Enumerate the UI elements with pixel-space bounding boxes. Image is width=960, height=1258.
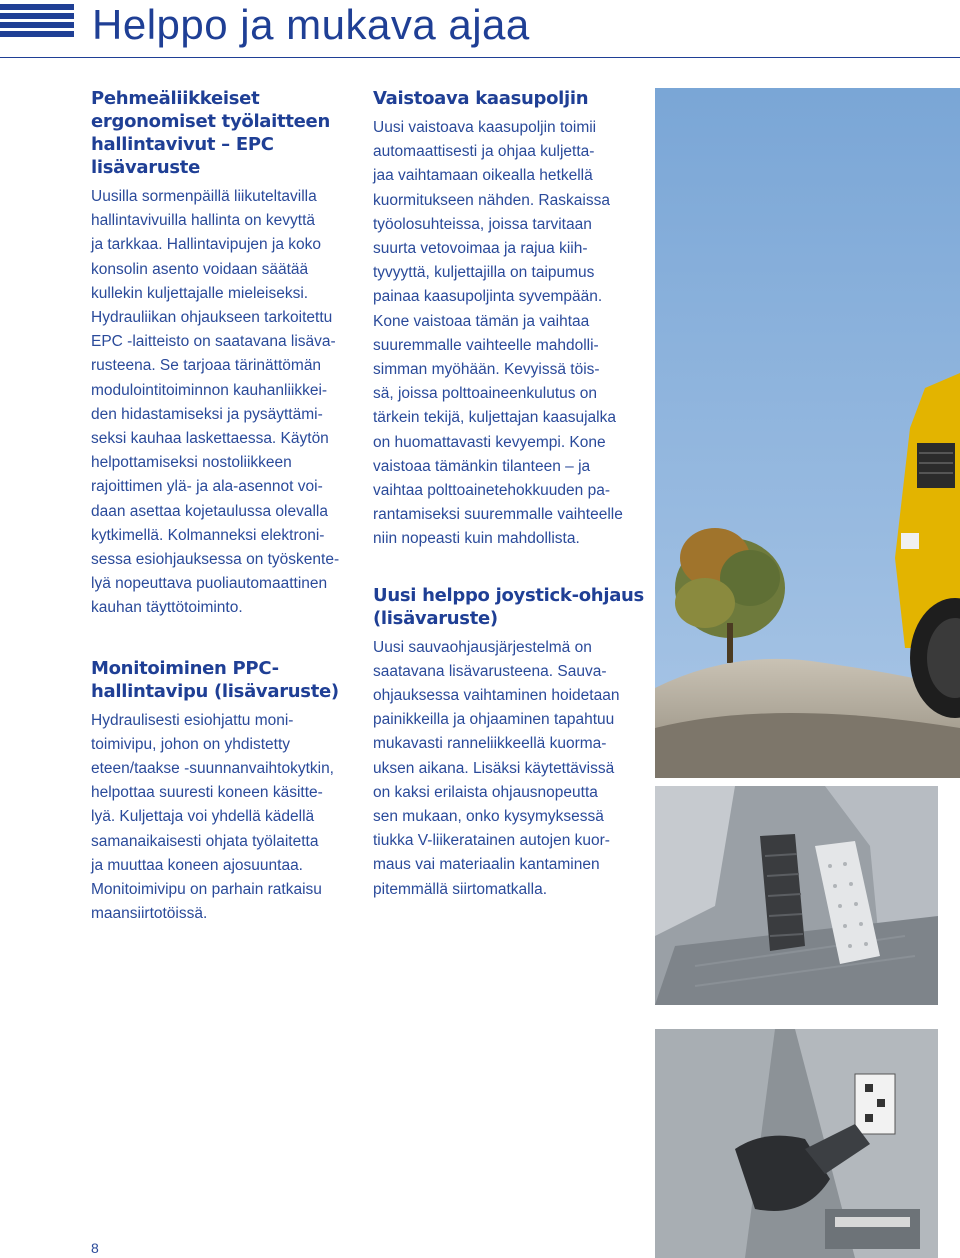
- ppc-body: Hydraulisesti esiohjattu moni- toimivipu, johon on yhdistetty eteen/taakse -suunnanvaihtokytkin, helpottaa suuresti koneen käsitte- lyä. Kuljettaja voi yhdellä kädellä samanaikaisesti ohjata työlaitetta ja muuttaa koneen ajosuuntaa. Monitoimivipu on parhain ratkaisu maansiirtotöissä.: [91, 711, 334, 923]
- page-title: Helppo ja mukava ajaa: [92, 1, 530, 48]
- joystick-photo: [655, 1029, 938, 1258]
- middle-column: [373, 87, 645, 902]
- page-number: 8: [91, 1240, 99, 1256]
- loader-photo: [655, 88, 960, 778]
- joystick-heading: Uusi helppo joystick-ohjaus (lisävaruste): [373, 584, 644, 629]
- epc-body: Uusilla sormenpäillä liikuteltavilla hallintavivuilla hallinta on kevyttä ja tarkkaa. Hallintavipujen ja koko konsolin asento voidaan säätää kullekin kuljettajalle mieleiseksi. Hydrauliikan ohjaukseen tarkoitettu EPC -laitteisto on saatavana lisäva- rusteena. Se tarjoaa tärinättömän modulointitoiminnon kauhanliikkei- den hidastamiseksi ja pysäyttämi- seksi kauhaa laskettaessa. Käytön helpottamiseksi nostoliikkeen rajoittimen ylä- ja ala-asennot voi- daan asettaa kojetaulussa olevalla kytkimellä. Kolmanneksi elektroni- sessa esiohjauksessa on työskente- lyä nopeuttava puoliautomaattinen kauhan täyttötoiminto.: [91, 188, 340, 617]
- pedal-photo: [655, 786, 938, 1005]
- throttle-body: Uusi vaistoava kaasupoljin toimii automaattisesti ja ohjaa kuljetta- jaa vaihtamaan oikealla hetkellä kuormitukseen nähden. Raskaissa työolosuhteissa, joissa tarvitaan suurta vetovoimaa ja rajua kiih- tyvyyttä, kuljettajilla on taipumus painaa kaasupoljinta syvempään. Kone vaistoaa tämän ja vaihtaa suuremmalle vaihteelle mahdolli- simman myöhään. Kevyissä töis- sä, joissa polttoaineenkulutus on tärkein tekijä, kuljettajan kaasujalka on huomattavasti kevyempi. Kone vaistoaa tämänkin tilanteen – ja vaihtaa polttoainetehokkuuden pa- rantamiseksi suuremmalle vaihteelle niin nopeasti kuin mahdollista.: [373, 119, 623, 548]
- joystick-body: Uusi sauvaohjausjärjestelmä on saatavana lisävarusteena. Sauva- ohjauksessa vaihtaminen hoidetaan painikkeilla ja ohjaaminen tapahtuu mukavasti ranneliikkeellä kuorma- uksen aikana. Lisäksi käytettävissä on kaksi erilaista ohjausnopeutta sen mukaan, onko kysymyksessä tiukka V-liikeratainen autojen kuor- maus vai materiaalin kantaminen pitemmällä siirtomatkalla.: [373, 638, 620, 898]
- left-column: [91, 87, 361, 926]
- throttle-heading: Vaistoava kaasupoljin: [373, 88, 589, 109]
- header-stripes: [0, 4, 74, 40]
- ppc-heading: Monitoiminen PPC- hallintavipu (lisävaruste): [91, 657, 339, 702]
- epc-heading: Pehmeäliikkeiset ergonomiset työlaitteen hallintavivut – EPC lisävaruste: [91, 88, 330, 178]
- header-rule: [0, 57, 960, 58]
